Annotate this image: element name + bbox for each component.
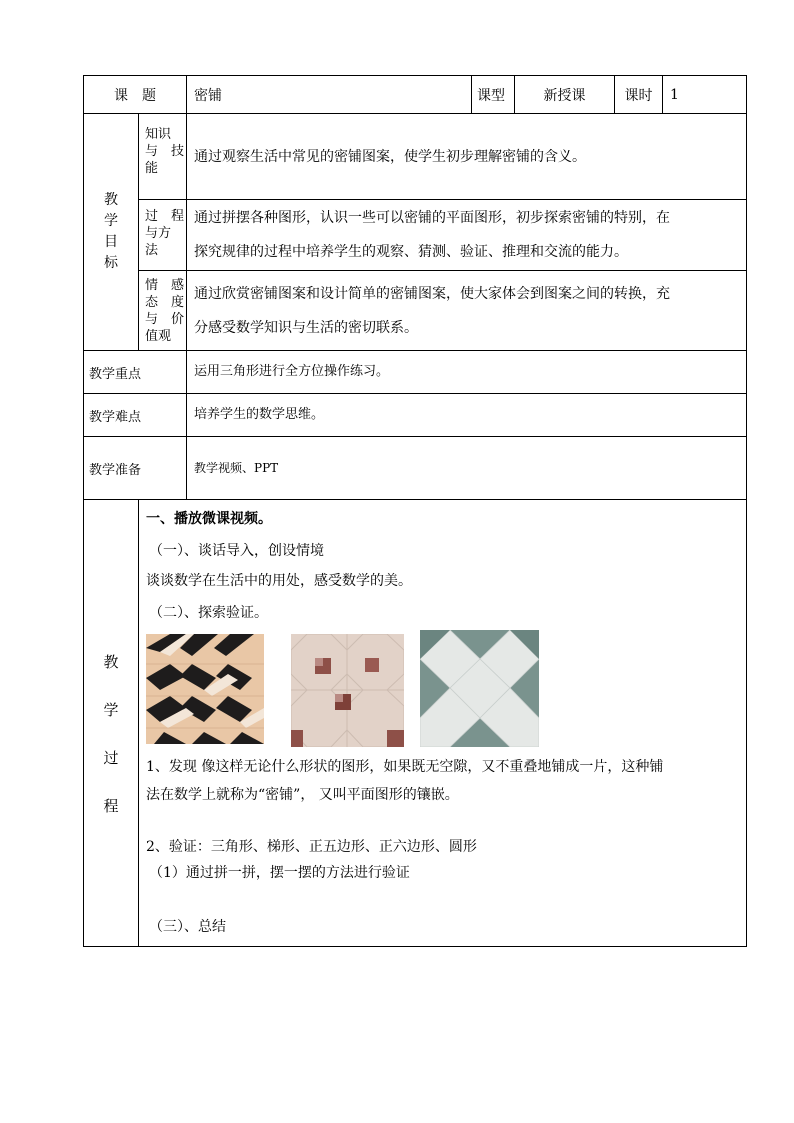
sub-line: 法 <box>145 243 159 258</box>
objectives-label-char: 学 <box>104 213 118 229</box>
difficulty-value: 培养学生的数学思维。 <box>187 394 747 437</box>
text-line: 分感受数学知识与生活的密切联系。 <box>194 320 418 336</box>
beige-octagon-svg <box>291 634 404 747</box>
process-line: （二）、探索验证。 <box>149 605 268 621</box>
text-line: 通过拼摆各种图形，认识一些可以密铺的平面图形，初步探索密铺的特别，在 <box>194 210 670 226</box>
sub-line: 值观 <box>145 329 172 344</box>
sub-line: 与 价 <box>145 312 185 327</box>
objective-text-attitude <box>187 271 747 351</box>
process-line: 2、验证：三角形、梯形、正五边形、正六边形、圆形 <box>146 839 477 855</box>
process-label-char: 学 <box>103 701 119 719</box>
key-point-value: 运用三角形进行全方位操作练习。 <box>187 351 747 394</box>
sub-line: 过 程 <box>145 209 185 224</box>
type-label: 课型 <box>472 76 515 114</box>
objective-sub-attitude <box>139 271 187 351</box>
gray-diamond-tile-image <box>420 630 539 747</box>
objective-row-attitude <box>84 271 747 351</box>
process-label-char: 教 <box>103 653 119 671</box>
text-line: 探究规律的过程中培养学生的观察、猜测、验证、推理和交流的能力。 <box>194 244 628 260</box>
sub-line: 能 <box>145 161 159 176</box>
objectives-label-char: 目 <box>104 234 118 250</box>
text-line: 通过观察生活中常见的密铺图案，使学生初步理解密铺的含义。 <box>194 148 586 165</box>
sub-line: 态 度 <box>145 295 185 310</box>
process-content <box>139 500 747 947</box>
sub-line: 知识 <box>145 127 172 142</box>
objectives-label <box>84 114 139 351</box>
objective-text-process <box>187 200 747 271</box>
topic-value: 密铺 <box>187 76 472 114</box>
process-line: （一）、谈话导入，创设情境 <box>149 543 324 559</box>
hours-label: 课时 <box>615 76 663 114</box>
objective-row-knowledge <box>84 114 747 200</box>
difficulty-row <box>84 394 747 437</box>
objectives-label-char: 标 <box>104 255 118 271</box>
cube-pattern-svg <box>146 634 264 744</box>
process-line: 1、发现 像这样无论什么形状的图形，如果既无空隙，又不重叠地铺成一片，这种铺 <box>146 759 664 775</box>
objective-sub-process <box>139 200 187 271</box>
gray-diamond-svg <box>420 630 539 747</box>
lesson-plan-table <box>83 75 747 947</box>
process-line: （1）通过拼一拼，摆一摆的方法进行验证 <box>149 865 410 881</box>
preparation-value: 教学视频、PPT <box>187 437 747 500</box>
hours-value: 1 <box>663 76 747 114</box>
objective-text-knowledge <box>187 114 747 200</box>
process-label-char: 程 <box>103 797 119 815</box>
process-line: （三）、总结 <box>149 919 226 935</box>
topic-label: 课 题 <box>84 76 187 114</box>
process-line: 法在数学上就称为“密铺”， 又叫平面图形的镶嵌。 <box>146 787 459 803</box>
sub-line: 与方 <box>145 226 172 241</box>
process-row <box>84 500 747 947</box>
objectives-label-char: 教 <box>104 192 118 208</box>
process-heading: 一、播放微课视频。 <box>146 511 272 527</box>
header-row <box>84 76 747 114</box>
difficulty-label: 教学难点 <box>84 394 187 437</box>
sub-line: 情 感 <box>145 278 185 293</box>
beige-octagon-tile-image <box>291 634 404 747</box>
sub-line: 与 技 <box>145 144 185 159</box>
process-line: 谈谈数学在生活中的用处，感受数学的美。 <box>146 573 412 589</box>
process-label-char: 过 <box>103 749 119 767</box>
key-point-row <box>84 351 747 394</box>
text-line: 通过欣赏密铺图案和设计简单的密铺图案，使大家体会到图案之间的转换，充 <box>194 286 670 302</box>
cube-pattern-tile-image <box>146 634 264 744</box>
preparation-row <box>84 437 747 500</box>
objective-sub-knowledge <box>139 114 187 200</box>
type-value: 新授课 <box>515 76 615 114</box>
objective-row-process <box>84 200 747 271</box>
key-point-label: 教学重点 <box>84 351 187 394</box>
process-label <box>84 500 139 947</box>
preparation-label: 教学准备 <box>84 437 187 500</box>
